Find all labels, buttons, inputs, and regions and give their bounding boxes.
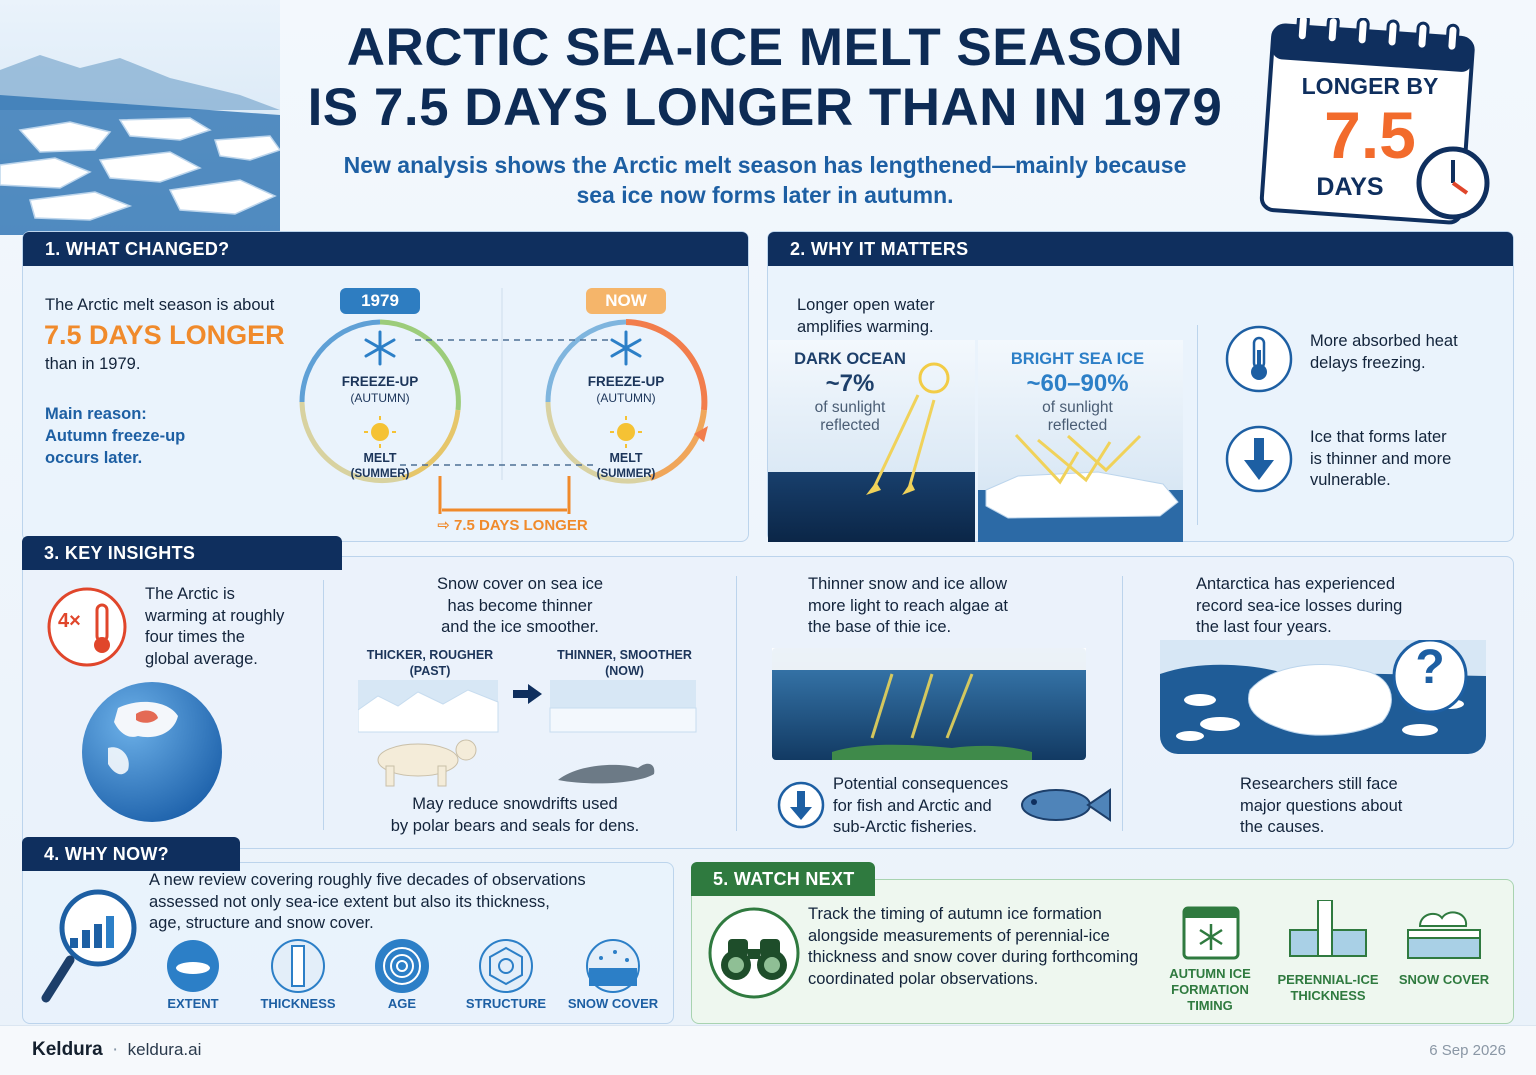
question-icon: ? (1415, 641, 1445, 694)
metrics-icons (165, 938, 655, 996)
warming-text: The Arctic is warming at roughly four times the global average. (145, 585, 285, 668)
metric-extent: EXTENT (167, 996, 219, 1011)
ice-thickness-icon (1290, 900, 1366, 956)
absorbed-heat-text: More absorbed heat delays freezing. (1310, 332, 1458, 372)
metric-snow-cover: SNOW COVER (567, 996, 659, 1011)
watch-icons (1180, 900, 1490, 966)
footer-date: 6 Sep 2026 (1429, 1042, 1506, 1059)
snow-cover-text: Snow cover on sea ice has become thinner and the ice smoother. (436, 575, 603, 636)
calendar-snowflake-icon (1184, 908, 1238, 958)
freeze-label-now: FREEZE-UP (AUTUMN) (587, 374, 665, 405)
divider (1197, 325, 1198, 525)
watch-item-snow-cover: SNOW COVER (1398, 972, 1490, 987)
sun-icon (364, 416, 642, 448)
snowflake-icon (366, 332, 640, 364)
bright-ice-block: BRIGHT SEA ICE ~60–90% of sunlight reflected (1010, 350, 1145, 434)
snow-cloud-icon (1408, 912, 1480, 958)
thinner-ice-text: Ice that forms later is thinner and more vulnerable. (1310, 428, 1452, 489)
antarctica-text: Antarctica has experienced record sea-ice losses during the last four years. (1196, 575, 1403, 636)
snow-cover-icon (587, 940, 639, 992)
melt-label-1979: MELT (SUMMER) (350, 451, 410, 480)
page-subtitle: New analysis shows the Arctic melt season has lengthened—mainly because sea ice now forms later in autumn. (343, 152, 1187, 208)
magnifier-icon (40, 880, 140, 1005)
divider (736, 576, 737, 831)
light-algae-text: Thinner snow and ice allow more light to reach algae at the base of thie ice. (808, 575, 1008, 636)
fisheries-text: Potential consequences for fish and Arctic and sub-Arctic fisheries. (833, 775, 1009, 836)
divider (323, 580, 324, 830)
divider (1122, 576, 1123, 831)
past-label: THICKER, ROUGHER (PAST) (366, 648, 494, 678)
dens-text: May reduce snowdrifts used by polar bears and seals for dens. (390, 795, 640, 835)
melt-label-now: MELT (SUMMER) (596, 451, 656, 480)
footer-brand: Keldura · keldura.ai (32, 1039, 202, 1060)
freeze-label-1979: FREEZE-UP (AUTUMN) (341, 374, 419, 405)
metric-thickness: THICKNESS (260, 996, 336, 1011)
melt-after: than in 1979. (45, 355, 141, 373)
thermometer-icon (1224, 324, 1294, 394)
watch-item-ice-thickness: PERENNIAL-ICE THICKNESS (1277, 972, 1379, 1003)
calendar-line3: DAYS (1316, 173, 1384, 201)
open-water-intro: Longer open water amplifies warming. (797, 296, 935, 336)
section-heading: 2. WHY IT MATTERS (768, 232, 1513, 266)
now-label: THINNER, SMOOTHER (NOW) (557, 648, 692, 678)
dark-ocean-block: DARK OCEAN ~7% of sunlight reflected (794, 350, 906, 434)
melt-highlight: 7.5 DAYS LONGER (44, 320, 285, 350)
badge-now: NOW (586, 288, 666, 314)
arrow-down-icon (776, 780, 826, 830)
section-heading: 3. KEY INSIGHTS (22, 536, 342, 570)
fish-icon (1018, 782, 1112, 828)
metric-structure: STRUCTURE (465, 996, 547, 1011)
extent-icon (167, 940, 219, 992)
binoculars-icon (706, 905, 802, 1001)
section-heading: 4. WHY NOW? (22, 837, 240, 871)
metric-age: AGE (387, 996, 417, 1011)
page-title: ARCTIC SEA-ICE MELT SEASON IS 7.5 DAYS LONGER THAN IN 1979 (307, 18, 1223, 137)
section-heading: 1. WHAT CHANGED? (23, 232, 748, 266)
watch-item-freeze-timing: AUTUMN ICE FORMATION TIMING (1169, 966, 1251, 1013)
calendar-value: 7.5 (1324, 98, 1416, 172)
structure-icon (480, 940, 532, 992)
age-icon (376, 940, 428, 992)
sea-ice-illustration (0, 0, 280, 235)
watch-next-text: Track the timing of autumn ice formation alongside measurements of perennial-ice thickness and snow cover during forthcoming coordinated polar observations. (808, 905, 1139, 988)
main-reason: Main reason: Autumn freeze-up occurs later. (45, 405, 186, 467)
calendar-line1: LONGER BY (1301, 73, 1439, 99)
snow-comparison-illustration (358, 680, 698, 790)
underwater-light-illustration (772, 648, 1086, 760)
arrow-down-icon (1224, 424, 1294, 494)
warming-badge: 4× (58, 610, 81, 632)
footer (0, 1025, 1536, 1075)
badge-1979: 1979 (340, 288, 420, 314)
calendar-badge (1255, 18, 1495, 233)
researchers-text: Researchers still face major questions about the causes. (1240, 775, 1403, 836)
melt-intro: The Arctic melt season is about (45, 296, 275, 314)
arrow-right-icon (513, 684, 542, 704)
review-text: A new review covering roughly five decades of observations assessed not only sea-ice extent but also its thickness, age, structure and snow cover. (149, 871, 586, 932)
thickness-icon (272, 940, 324, 992)
section-heading: 5. WATCH NEXT (691, 862, 875, 896)
globe-icon (78, 678, 226, 826)
difference-label: ⇨ 7.5 DAYS LONGER (437, 517, 588, 534)
